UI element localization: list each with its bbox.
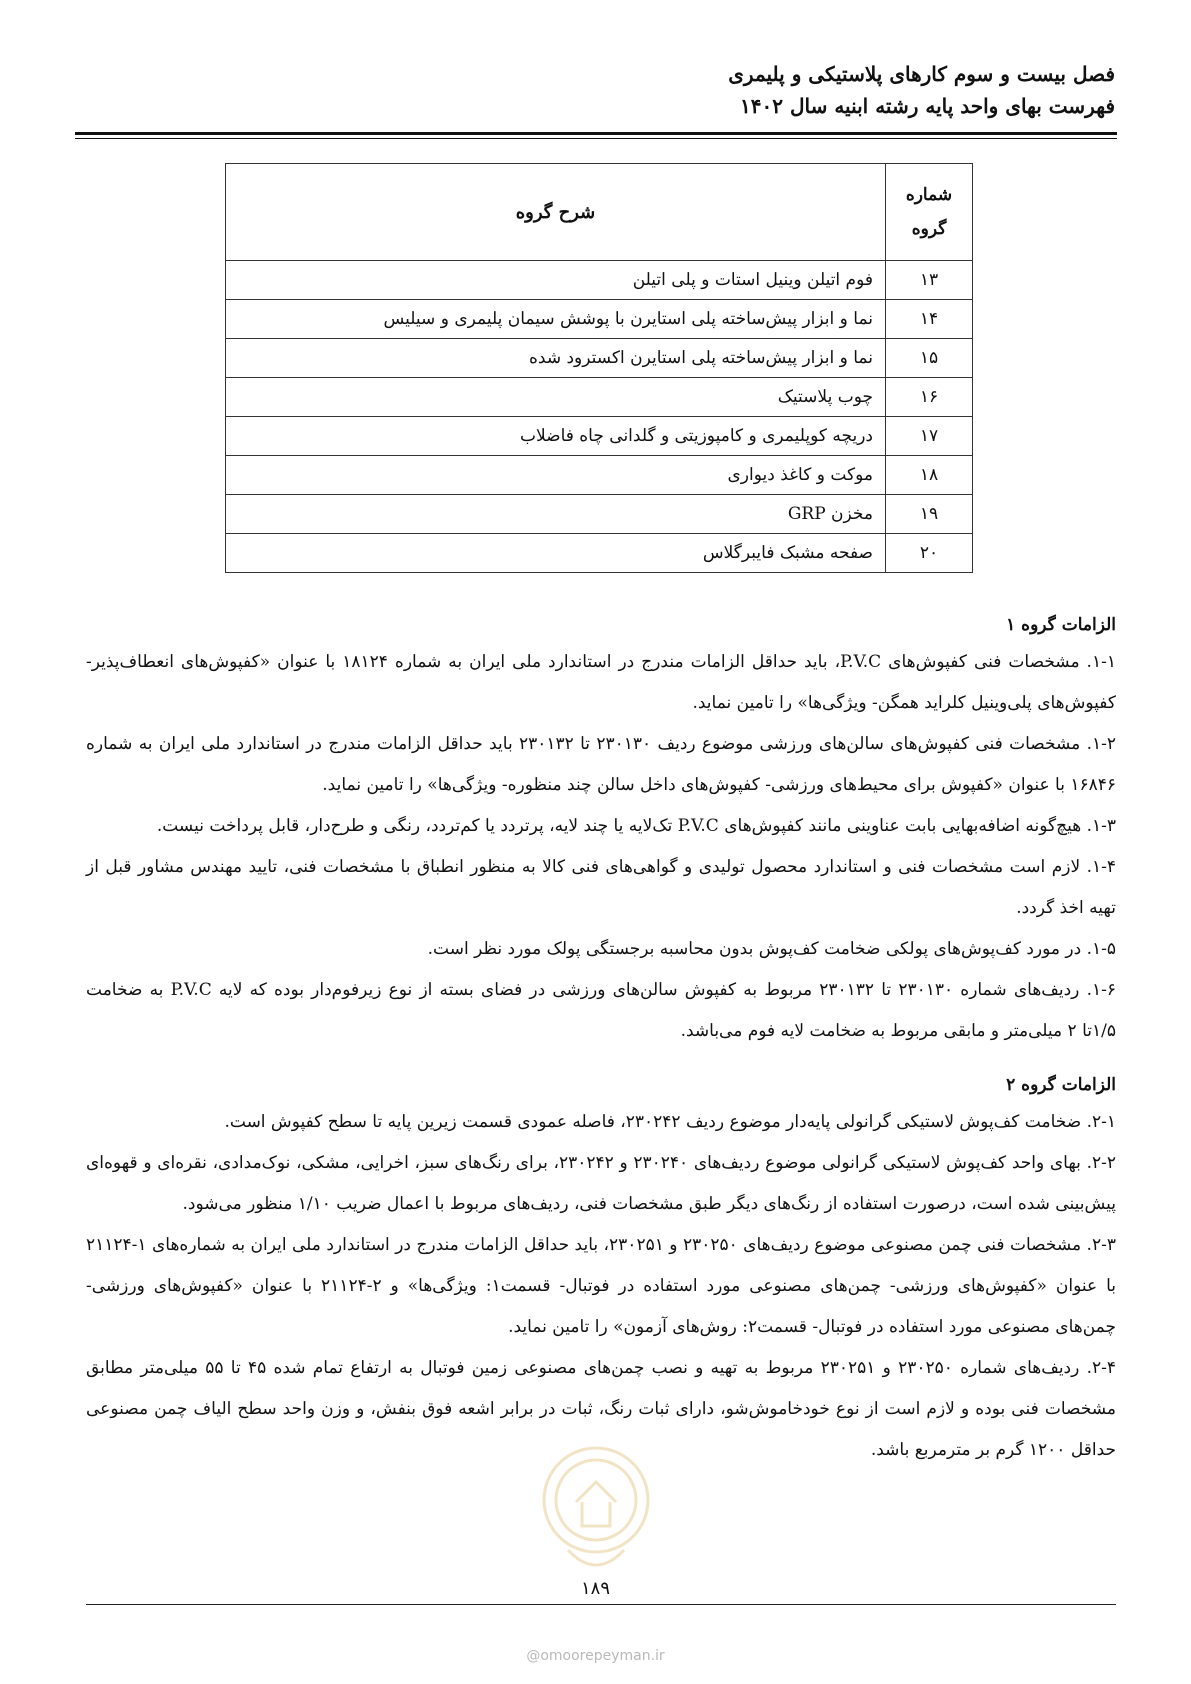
section-title: الزامات گروه ۲: [1006, 1075, 1116, 1095]
table-row: [226, 456, 973, 495]
requirement-paragraph: ۱-۲. مشخصات فنی کفپوش‌های سالن‌های ورزشی موضوع ردیف ۲۳۰۱۳۰ تا ۲۳۰۱۳۲ باید حداقل الزامات مندرج در استاندارد ملی ایران به شماره ۱۶۸۴۶ با عنوان «کفپوش برای محیط‌های ورزشی- کفپوش‌های داخل سالن چند منظوره- ویژگی‌ها» را تامین نماید.: [86, 734, 1117, 795]
page-number: ۱۸۹: [580, 1578, 610, 1599]
header-rule-thin: [75, 138, 1117, 139]
group-description-cell: فوم اتیلن وینیل استات و پلی اتیلن: [226, 261, 886, 300]
groups-table-body: [226, 261, 973, 573]
requirement-paragraph: ۱-۱. مشخصات فنی کفپوش‌های P.V.C، باید حداقل الزامات مندرج در استاندارد ملی ایران به شماره ۱۸۱۲۴ با عنوان «کفپوش‌های انعطاف‌پذیر- کفپوش‌های پلی‌وینیل کلراید همگن- ویژگی‌ها» را تامین نماید.: [86, 652, 1116, 713]
section-title: الزامات گروه ۱: [1006, 615, 1116, 635]
group-number-cell: ۲۰: [886, 534, 973, 573]
group-description-cell: مخزن GRP: [226, 495, 886, 534]
document-body: [86, 608, 1116, 1471]
table-row: [226, 417, 973, 456]
requirement-paragraph: ۲-۲. بهای واحد کف‌پوش لاستیکی گرانولی موضوع ردیف‌های ۲۳۰۲۴۰ و ۲۳۰۲۴۲، برای رنگ‌های سبز، اخرایی، مشکی، نوک‌مدادی، نقره‌ای و قهوه‌ای پیش‌بینی شده است، درصورت استفاده از رنگ‌های دیگر طبق مشخصات فنی، ردیف‌های مربوط با اعمال ضریب ۱/۱۰ منظور می‌شود.: [86, 1153, 1117, 1214]
price-list-title: فهرست بهای واحد پایه رشته ابنیه سال ۱۴۰۲: [740, 94, 1115, 118]
table-row: [226, 300, 973, 339]
group-number-cell: ۱۷: [886, 417, 973, 456]
watermark-site: @omoorepeyman.ir: [526, 1648, 665, 1664]
group-number-cell: ۱۵: [886, 339, 973, 378]
table-row: [226, 339, 973, 378]
group-description-cell: دریچه کوپلیمری و کامپوزیتی و گلدانی چاه فاضلاب: [226, 417, 886, 456]
requirement-paragraph: ۱-۶. ردیف‌های شماره ۲۳۰۱۳۰ تا ۲۳۰۱۳۲ مربوط به کفپوش سالن‌های ورزشی در فضای بسته از نوع زیرفوم‌دار بوده که لایه P.V.C به ضخامت ۱/۵تا ۲ میلی‌متر و مابقی مربوط به ضخامت لایه فوم می‌باشد.: [86, 980, 1116, 1041]
group-number-cell: ۱۴: [886, 300, 973, 339]
group-description-cell: نما و ابزار پیش‌ساخته پلی استایرن اکسترود شده: [226, 339, 886, 378]
group-description-cell: نما و ابزار پیش‌ساخته پلی استایرن با پوشش سیمان پلیمری و سیلیس: [226, 300, 886, 339]
table-row: [226, 378, 973, 417]
footer-rule: [86, 1604, 1116, 1605]
group-description-header: شرح گروه: [226, 164, 886, 261]
chapter-title: فصل بیست و سوم کارهای پلاستیکی و پلیمری: [728, 62, 1115, 86]
requirement-paragraph: ۱-۴. لازم است مشخصات فنی و استاندارد محصول تولیدی و گواهی‌های فنی کالا به منظور انطباق با مشخصات فنی، تایید مهندس مشاور قبل از تهیه اخذ گردد.: [86, 857, 1116, 918]
group-description-cell: چوب پلاستیک: [226, 378, 886, 417]
requirement-paragraph: ۲-۳. مشخصات فنی چمن مصنوعی موضوع ردیف‌های ۲۳۰۲۵۰ و ۲۳۰۲۵۱، باید حداقل الزامات مندرج در استاندارد ملی ایران به شماره‌های ۱-۲۱۱۲۴ با عنوان «کفپوش‌های ورزشی- چمن‌های مصنوعی مورد استفاده در فوتبال- قسمت۱: ویژگی‌ها» و ۲-۲۱۱۲۴ با عنوان «کفپوش‌های ورزشی- چمن‌های مصنوعی مورد استفاده در فوتبال- قسمت۲: روش‌های آزمون» را تامین نماید.: [86, 1235, 1116, 1337]
group-description-cell: موکت و کاغذ دیواری: [226, 456, 886, 495]
section-gap: [86, 1052, 1116, 1068]
table-row: [226, 534, 973, 573]
group-number-cell: ۱۹: [886, 495, 973, 534]
requirement-paragraph: ۲-۴. ردیف‌های شماره ۲۳۰۲۵۰ و ۲۳۰۲۵۱ مربوط به تهیه و نصب چمن‌های مصنوعی زمین فوتبال به ارتفاع تمام شده ۴۵ تا ۵۵ میلی‌متر مطابق مشخصات فنی بوده و لازم است از نوع خودخاموش‌شو، دارای ثبات رنگ، ثبات در برابر اشعه فوق بنفش، و وزن واحد سطح الیاف چمن مصنوعی حداقل ۱۲۰۰ گرم بر مترمربع باشد.: [86, 1358, 1116, 1460]
page-header: [75, 58, 1115, 122]
groups-table: [225, 163, 973, 573]
requirement-paragraph: ۲-۱. ضخامت کف‌پوش لاستیکی گرانولی پایه‌دار موضوع ردیف ۲۳۰۲۴۲، فاصله عمودی قسمت زیرین پایه تا سطح کفپوش است.: [224, 1112, 1116, 1132]
group-number-cell: ۱۶: [886, 378, 973, 417]
requirement-paragraph: ۱-۳. هیچ‌گونه اضافه‌بهایی بابت عناوینی مانند کفپوش‌های P.V.C تک‌لایه یا چند لایه، پرتردد یا کم‌تردد، رنگی و طرح‌دار، قابل پرداخت نیست.: [156, 816, 1116, 836]
table-row: [226, 261, 973, 300]
group-description-cell: صفحه مشبک فایبرگلاس: [226, 534, 886, 573]
group-number-cell: ۱۳: [886, 261, 973, 300]
table-row: [226, 495, 973, 534]
group-number-cell: ۱۸: [886, 456, 973, 495]
watermark-seal-icon: [532, 1440, 660, 1590]
group-number-header: شماره گروه: [886, 164, 973, 261]
requirement-paragraph: ۱-۵. در مورد کف‌پوش‌های پولکی ضخامت کف‌پوش بدون محاسبه برجستگی پولک مورد نظر است.: [427, 939, 1116, 959]
header-rule-thick: [75, 132, 1117, 135]
